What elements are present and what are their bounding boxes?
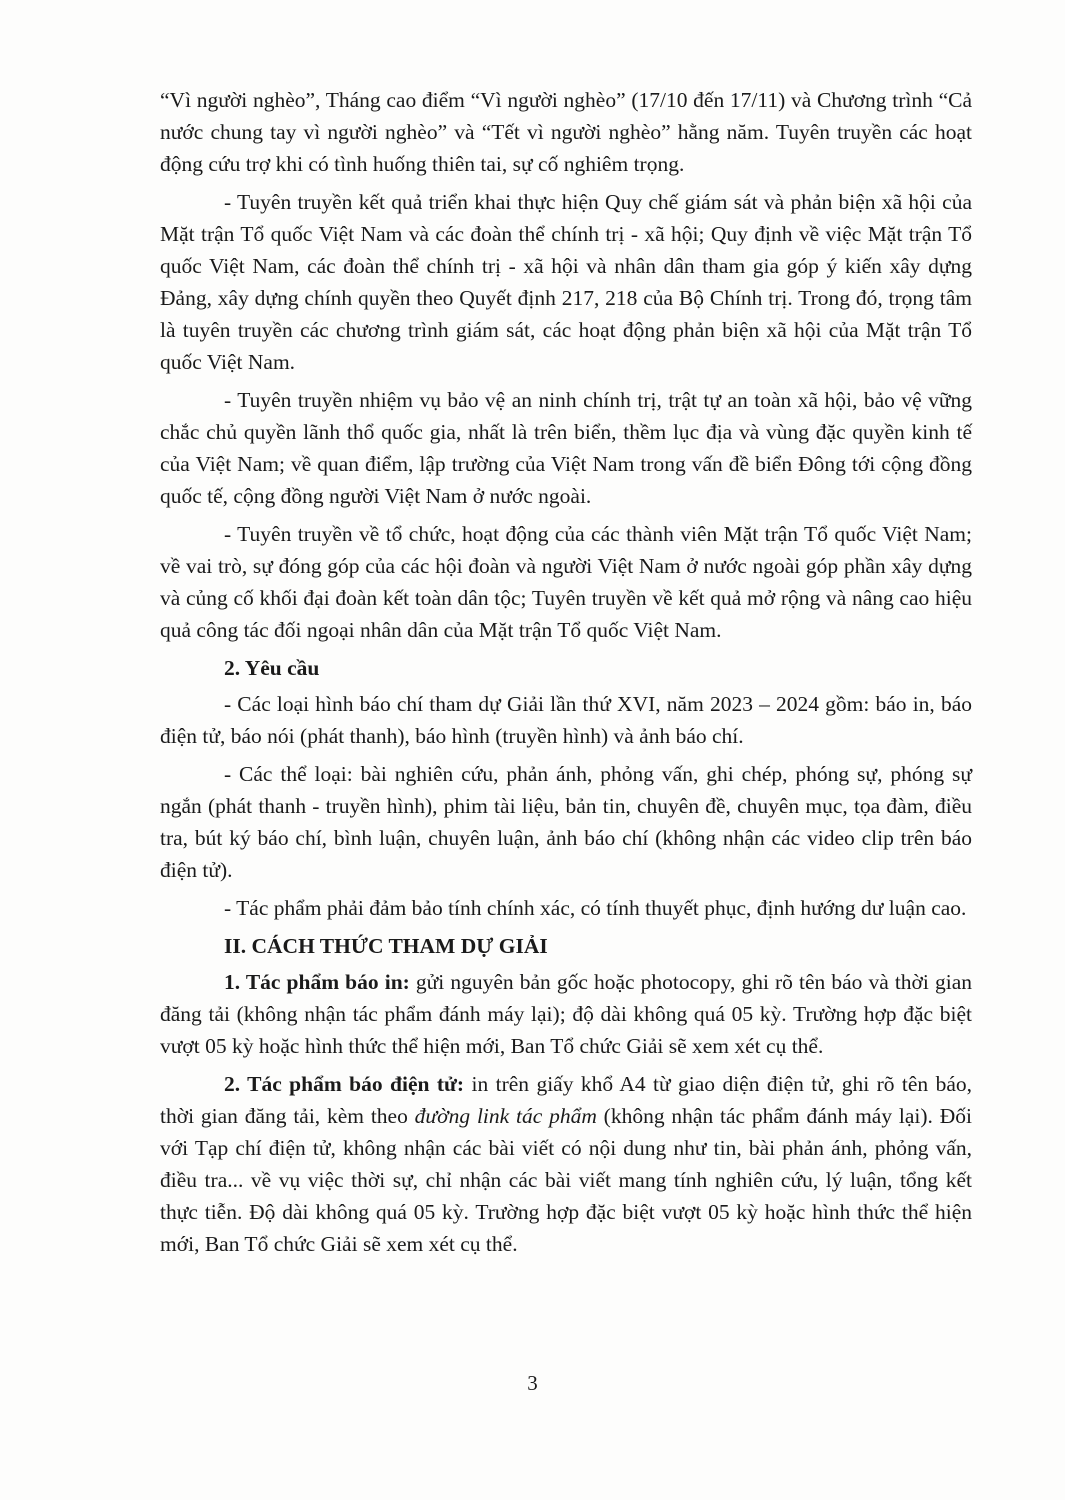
requirement-genres: - Các thể loại: bài nghiên cứu, phản ánh, phỏng vấn, ghi chép, phóng sự, phóng sự ngắn (phát thanh - truyền hình), phim tài liệu, bản tin, chuyên đề, chuyên mục, tọa đàm, điều tra, bút ký báo chí, bình luận, chuyên luận, ảnh báo chí (không nhận các video clip trên báo điện tử). — [160, 762, 972, 882]
paragraph-national-security: - Tuyên truyền nhiệm vụ bảo vệ an ninh chính trị, trật tự an toàn xã hội, bảo vệ vững chắc chủ quyền lãnh thổ quốc gia, nhất là trên biển, thềm lục địa và vùng đặc quyền kinh tế của Việt Nam; về quan điểm, lập trường của Việt Nam trong vấn đề biển Đông tới cộng đồng quốc tế, cộng đồng người Việt Nam ở nước ngoài. — [160, 388, 972, 508]
print-works-text: gửi nguyên bản gốc hoặc photocopy, ghi rõ tên báo và thời gian đăng tải (không nhận tác phẩm đánh máy lại); độ dài không quá 05 kỳ. Trường hợp đặc biệt vượt 05 kỳ hoặc hình thức thể hiện mới, Ban Tổ chức Giải sẽ xem xét cụ thể. — [160, 970, 972, 1058]
paragraph-electronic-works — [160, 1068, 972, 1260]
paragraph-poverty-campaign: “Vì người nghèo”, Tháng cao điểm “Vì người nghèo” (17/10 đến 17/11) và Chương trình “Cả nước chung tay vì người nghèo” và “Tết vì người nghèo” hằng năm. Tuyên truyền các hoạt động cứu trợ khi có tình huống thiên tai, sự cố nghiêm trọng. — [160, 88, 972, 176]
electronic-works-link-phrase: đường link tác phẩm — [414, 1104, 597, 1128]
heading-requirements: 2. Yêu cầu — [224, 656, 320, 680]
requirement-media-types: - Các loại hình báo chí tham dự Giải lần thứ XVI, năm 2023 – 2024 gồm: báo in, báo điện tử, báo nói (phát thanh), báo hình (truyền hình) và ảnh báo chí. — [160, 692, 972, 748]
paragraph-print-works — [160, 966, 972, 1062]
electronic-works-text-before: in trên giấy khổ A4 từ giao diện điện tử, ghi rõ tên báo, thời gian đăng tải, kèm theo — [160, 1072, 972, 1128]
page-number: 3 — [527, 1371, 538, 1395]
print-works-label: 1. Tác phẩm báo in: — [224, 970, 410, 994]
electronic-works-label: 2. Tác phẩm báo điện tử: — [224, 1072, 465, 1096]
paragraph-social-supervision: - Tuyên truyền kết quả triển khai thực hiện Quy chế giám sát và phản biện xã hội của Mặt trận Tổ quốc Việt Nam và các đoàn thể chính trị - xã hội; Quy định về việc Mặt trận Tổ quốc Việt Nam, các đoàn thể chính trị - xã hội và nhân dân tham gia góp ý kiến xây dựng Đảng, xây dựng chính quyền theo Quyết định 217, 218 của Bộ Chính trị. Trong đó, trọng tâm là tuyên truyền các chương trình giám sát, các hoạt động phản biện xã hội của Mặt trận Tổ quốc Việt Nam. — [160, 190, 972, 374]
requirement-accuracy: - Tác phẩm phải đảm bảo tính chính xác, có tính thuyết phục, định hướng dư luận cao. — [224, 896, 967, 920]
paragraph-front-members: - Tuyên truyền về tổ chức, hoạt động của các thành viên Mặt trận Tổ quốc Việt Nam; về vai trò, sự đóng góp của các hội đoàn và người Việt Nam ở nước ngoài góp phần xây dựng và củng cố khối đại đoàn kết toàn dân tộc; Tuyên truyền về kết quả mở rộng và nâng cao hiệu quả công tác đối ngoại nhân dân của Mặt trận Tổ quốc Việt Nam. — [160, 522, 972, 642]
electronic-works-text-after: (không nhận tác phẩm đánh máy lại). Đối với Tạp chí điện tử, không nhận các bài viết có nội dung như tin, bài phản ánh, phỏng vấn, điều tra... về vụ việc thời sự, chỉ nhận các bài viết mang tính nghiên cứu, lý luận, tổng kết thực tiễn. Độ dài không quá 05 kỳ. Trường hợp đặc biệt vượt 05 kỳ hoặc hình thức thể hiện mới, Ban Tổ chức Giải sẽ xem xét cụ thể. — [160, 1104, 972, 1256]
heading-participation-method: II. CÁCH THỨC THAM DỰ GIẢI — [224, 934, 548, 958]
document-body — [160, 84, 972, 1266]
